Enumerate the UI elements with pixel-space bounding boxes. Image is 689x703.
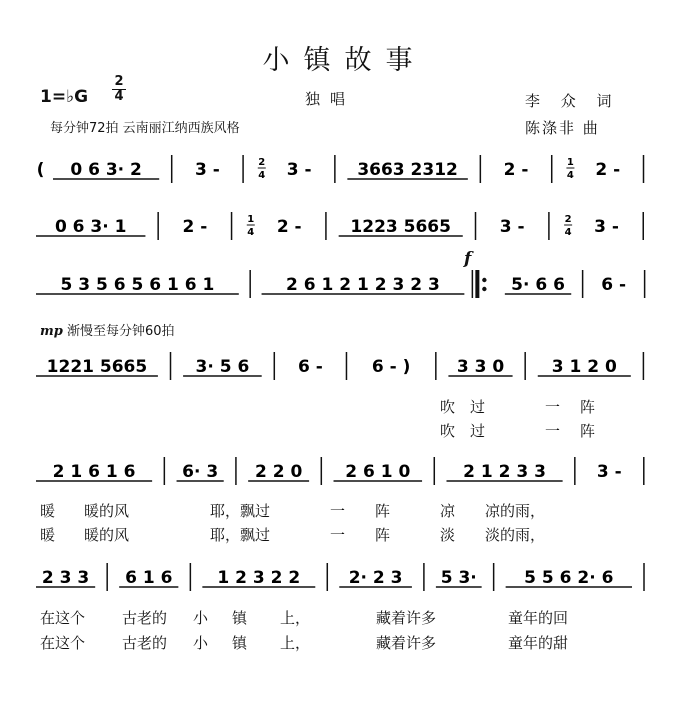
score-row-2: [32, 202, 652, 258]
svg-text:4: 4: [258, 170, 266, 181]
song-title: 小镇故事: [262, 45, 427, 76]
score-staff: [32, 202, 652, 258]
lyric: 一: [545, 398, 561, 416]
score-staff: [32, 447, 652, 503]
lyric: 藏着许多: [376, 609, 437, 627]
lyric: 暖的风: [84, 502, 130, 520]
note-group: 5 3 5 6 5 6 1 6 1: [60, 275, 215, 295]
lyric: 小: [193, 634, 209, 652]
lyric: 阵: [375, 526, 391, 544]
note-group: 0 6 3· 2: [70, 160, 142, 180]
lyric: 暖: [40, 502, 56, 520]
lyric: 凉的雨，: [485, 502, 546, 520]
note-group: 2 6 1 0: [345, 462, 411, 482]
meter-change: [247, 214, 255, 238]
score-row-3: [32, 260, 652, 316]
note-group: 5· 6 6: [511, 275, 565, 295]
lyric: 上，: [280, 609, 311, 627]
lyric: 镇: [232, 609, 248, 627]
note-group: 1 2 3 2 2: [217, 568, 301, 588]
note-group: 6· 3: [182, 462, 219, 482]
lyric: 阵: [375, 502, 391, 520]
tempo-marking: 每分钟72拍 云南丽江纳西族风格: [50, 121, 240, 136]
lyric: 在这个: [40, 634, 86, 652]
score-row-5: [32, 447, 652, 503]
score-staff: [32, 145, 652, 201]
time-signature: [112, 75, 126, 104]
composer-credit: 陈涤非 曲: [525, 119, 600, 137]
lyric: 吹: [440, 398, 456, 416]
lyric: 吹: [440, 422, 456, 440]
note-group: 3 3 0: [456, 357, 505, 377]
note-group: 3 -: [594, 217, 619, 237]
note-group: 1221 5665: [46, 357, 148, 377]
performance-type: 独唱: [305, 90, 356, 108]
note-group: 2 -: [276, 217, 302, 237]
lyric: 暖的风: [84, 526, 130, 544]
time-signature-bottom: 4: [114, 89, 124, 104]
svg-text:1: 1: [566, 157, 574, 168]
note-group: 6 -: [297, 357, 323, 377]
lyric: 淡的雨，: [485, 526, 546, 544]
lyric: 镇: [232, 634, 248, 652]
score-row-6: [32, 553, 652, 609]
lyric: 耶，飘过: [210, 502, 271, 520]
note-group: 3 -: [596, 462, 622, 482]
repeat-sign: [472, 270, 486, 298]
lyric: 阵: [580, 398, 596, 416]
note-group: 3 -: [499, 217, 525, 237]
score-staff: [32, 553, 652, 609]
svg-text:4: 4: [564, 227, 572, 238]
meter-change: [566, 157, 574, 181]
note-group: 2 2 0: [254, 462, 303, 482]
note-group: 3 -: [194, 160, 220, 180]
note-group: 6 1 6: [125, 568, 173, 588]
note-group: 0 6 3· 1: [54, 217, 127, 237]
note-group: 6 -: [601, 275, 627, 295]
lyric: 上，: [280, 634, 311, 652]
lyric: 阵: [580, 422, 596, 440]
score-staff: [32, 342, 652, 398]
note-group: 3 -: [286, 160, 312, 180]
note-group: 5 3·: [440, 568, 477, 588]
tempo-change-marking: [40, 320, 175, 339]
note-group: 5 5 6 2· 6: [524, 568, 614, 588]
score-row-1: [32, 145, 652, 201]
svg-text:4: 4: [247, 227, 255, 238]
lyric: 一: [330, 502, 346, 520]
lyric: 暖: [40, 526, 56, 544]
lyric: 过: [470, 398, 486, 416]
lyric: 童年的甜: [508, 634, 569, 652]
key-signature: 1=♭G: [40, 87, 89, 107]
lyric: 耶，飘过: [210, 526, 271, 544]
lyric: 古老的: [122, 634, 168, 652]
meter-change: [258, 157, 266, 181]
note-group: 3· 5 6: [195, 357, 250, 377]
note-group: 2 -: [503, 160, 529, 180]
svg-text:2: 2: [564, 214, 572, 225]
lyric: 藏着许多: [376, 634, 437, 652]
lyric: 小: [193, 609, 209, 627]
note-group: 3 1 2 0: [551, 357, 617, 377]
svg-text:1: 1: [247, 214, 255, 225]
lyric: 古老的: [122, 609, 168, 627]
lyric: 淡: [440, 526, 456, 544]
note-group: 2 6 1 2 1 2 3 2 3: [286, 275, 440, 295]
note-group: 2 1 2 3 3: [463, 462, 546, 482]
note-group: 3663 2312: [357, 160, 458, 180]
note-group: 2 -: [595, 160, 621, 180]
lyric: 一: [545, 422, 561, 440]
svg-text:4: 4: [566, 170, 574, 181]
note-group: 2 -: [182, 217, 208, 237]
note-group: 6 - ): [371, 357, 411, 377]
meter-change: [564, 214, 572, 238]
opening-parenthesis: (: [36, 160, 45, 180]
lyricist-credit: 李 众 词: [525, 92, 620, 110]
dynamic-mp: mp: [40, 324, 63, 339]
score-row-4: [32, 342, 652, 398]
lyric: 童年的回: [508, 609, 569, 627]
note-group: 2 1 6 1 6: [52, 462, 136, 482]
note-group: 2 3 3: [41, 568, 90, 588]
svg-text:2: 2: [258, 157, 266, 168]
score-staff: [32, 260, 652, 316]
lyric: 凉: [440, 502, 456, 520]
time-signature-top: 2: [112, 75, 126, 90]
tempo-change-text: 渐慢至每分钟60拍: [67, 324, 175, 339]
lyric: 在这个: [40, 609, 86, 627]
note-group: 1223 5665: [350, 217, 451, 237]
lyric: 过: [470, 422, 486, 440]
note-group: 2· 2 3: [348, 568, 403, 588]
dynamic-forte: f: [464, 249, 472, 269]
lyric: 一: [330, 526, 346, 544]
